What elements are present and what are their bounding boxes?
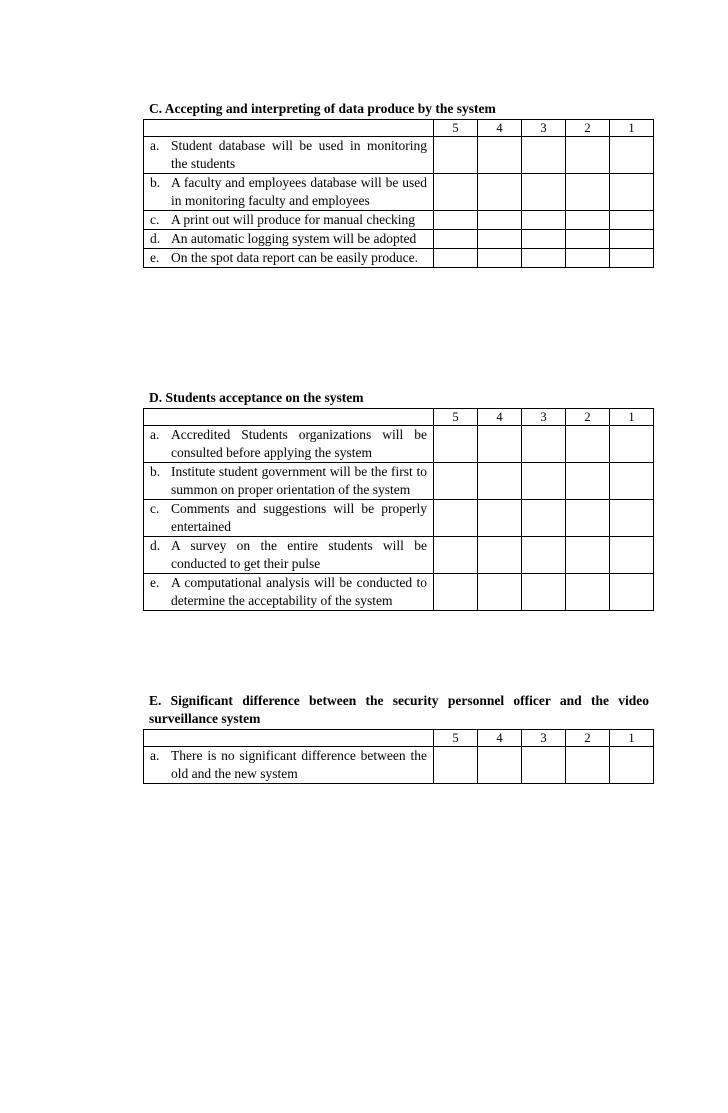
criterion-cell (144, 747, 434, 784)
item-letter: a. (150, 138, 160, 153)
rating-2-cell[interactable] (566, 426, 610, 463)
scale-header-row (144, 409, 654, 426)
rating-5-cell[interactable] (434, 174, 478, 211)
item-letter: d. (150, 231, 161, 246)
criterion-cell (144, 537, 434, 574)
rating-1-cell[interactable] (610, 574, 654, 611)
table-row (144, 747, 654, 784)
criterion-cell (144, 574, 434, 611)
rating-3-cell[interactable] (522, 747, 566, 784)
item-letter: c. (150, 501, 160, 516)
table-row (144, 137, 654, 174)
item-letter: e. (150, 250, 160, 265)
rating-1-cell[interactable] (610, 249, 654, 268)
scale-label: 5 (434, 120, 478, 137)
criterion-cell (144, 174, 434, 211)
rating-3-cell[interactable] (522, 137, 566, 174)
rating-3-cell[interactable] (522, 463, 566, 500)
rating-2-cell[interactable] (566, 463, 610, 500)
rating-table (143, 119, 654, 268)
rating-3-cell[interactable] (522, 230, 566, 249)
scale-label: 1 (610, 409, 654, 426)
table-row (144, 249, 654, 268)
section-title: E. Significant difference between the security personnel officer and the video surveillance system (149, 693, 649, 726)
item-text: Accredited Students organizations will be consulted before applying the system (171, 427, 427, 460)
rating-1-cell[interactable] (610, 426, 654, 463)
rating-4-cell[interactable] (478, 249, 522, 268)
item-letter: b. (150, 175, 161, 190)
rating-1-cell[interactable] (610, 137, 654, 174)
table-row (144, 537, 654, 574)
rating-3-cell[interactable] (522, 500, 566, 537)
scale-label: 5 (434, 730, 478, 747)
rating-2-cell[interactable] (566, 574, 610, 611)
rating-2-cell[interactable] (566, 249, 610, 268)
rating-1-cell[interactable] (610, 230, 654, 249)
item-letter: e. (150, 575, 160, 590)
section-title: C. Accepting and interpreting of data produce by the system (149, 101, 496, 116)
item-letter: a. (150, 748, 160, 763)
rating-2-cell[interactable] (566, 500, 610, 537)
scale-label: 4 (478, 730, 522, 747)
scale-label: 2 (566, 120, 610, 137)
criterion-cell (144, 463, 434, 500)
rating-5-cell[interactable] (434, 463, 478, 500)
rating-1-cell[interactable] (610, 174, 654, 211)
scale-label: 3 (522, 730, 566, 747)
rating-2-cell[interactable] (566, 537, 610, 574)
item-text: Institute student government will be the first to summon on proper orientation of the system (171, 464, 427, 497)
item-letter: d. (150, 538, 161, 553)
rating-table (143, 729, 654, 784)
rating-1-cell[interactable] (610, 747, 654, 784)
rating-5-cell[interactable] (434, 211, 478, 230)
rating-3-cell[interactable] (522, 537, 566, 574)
item-letter: c. (150, 212, 160, 227)
section-title: D. Students acceptance on the system (149, 390, 364, 405)
item-letter: a. (150, 427, 160, 442)
rating-5-cell[interactable] (434, 230, 478, 249)
scale-label: 5 (434, 409, 478, 426)
rating-2-cell[interactable] (566, 747, 610, 784)
rating-2-cell[interactable] (566, 230, 610, 249)
table-row (144, 574, 654, 611)
table-row (144, 230, 654, 249)
criterion-cell (144, 500, 434, 537)
item-text: A computational analysis will be conducted to determine the acceptability of the system (171, 575, 427, 608)
table-row (144, 174, 654, 211)
rating-4-cell[interactable] (478, 463, 522, 500)
rating-5-cell[interactable] (434, 747, 478, 784)
rating-1-cell[interactable] (610, 211, 654, 230)
table-row (144, 500, 654, 537)
rating-4-cell[interactable] (478, 174, 522, 211)
section-e (143, 692, 649, 784)
item-text: On the spot data report can be easily produce. (171, 250, 419, 265)
rating-4-cell[interactable] (478, 537, 522, 574)
item-text: Comments and suggestions will be properly entertained (171, 501, 427, 534)
scale-label: 3 (522, 120, 566, 137)
scale-label: 2 (566, 409, 610, 426)
criteria-header-cell (144, 730, 434, 747)
rating-1-cell[interactable] (610, 500, 654, 537)
scale-header-row (144, 730, 654, 747)
table-row (144, 426, 654, 463)
rating-1-cell[interactable] (610, 463, 654, 500)
item-text: There is no significant difference between the old and the new system (171, 748, 427, 781)
rating-3-cell[interactable] (522, 211, 566, 230)
rating-table (143, 408, 654, 611)
rating-4-cell[interactable] (478, 426, 522, 463)
rating-4-cell[interactable] (478, 500, 522, 537)
rating-2-cell[interactable] (566, 211, 610, 230)
section-c (143, 100, 649, 268)
criterion-cell (144, 211, 434, 230)
rating-2-cell[interactable] (566, 137, 610, 174)
scale-label: 2 (566, 730, 610, 747)
criterion-cell (144, 426, 434, 463)
scale-label: 3 (522, 409, 566, 426)
scale-label: 4 (478, 120, 522, 137)
rating-3-cell[interactable] (522, 574, 566, 611)
item-text: A survey on the entire students will be conducted to get their pulse (171, 538, 427, 571)
criteria-header-cell (144, 409, 434, 426)
item-text: Student database will be used in monitoring the students (171, 138, 427, 171)
criterion-cell (144, 249, 434, 268)
rating-3-cell[interactable] (522, 249, 566, 268)
item-text: An automatic logging system will be adopted (171, 231, 417, 246)
rating-4-cell[interactable] (478, 574, 522, 611)
criteria-header-cell (144, 120, 434, 137)
table-row (144, 463, 654, 500)
scale-header-row (144, 120, 654, 137)
rating-1-cell[interactable] (610, 537, 654, 574)
rating-5-cell[interactable] (434, 426, 478, 463)
rating-2-cell[interactable] (566, 174, 610, 211)
criterion-cell (144, 137, 434, 174)
item-letter: b. (150, 464, 161, 479)
rating-5-cell[interactable] (434, 249, 478, 268)
scale-label: 1 (610, 120, 654, 137)
scale-label: 4 (478, 409, 522, 426)
scale-label: 1 (610, 730, 654, 747)
rating-5-cell[interactable] (434, 500, 478, 537)
rating-5-cell[interactable] (434, 574, 478, 611)
item-text: A print out will produce for manual checking (171, 212, 416, 227)
rating-3-cell[interactable] (522, 174, 566, 211)
rating-4-cell[interactable] (478, 137, 522, 174)
item-text: A faculty and employees database will be used in monitoring faculty and employees (171, 175, 427, 208)
rating-4-cell[interactable] (478, 747, 522, 784)
rating-4-cell[interactable] (478, 230, 522, 249)
section-d (143, 389, 649, 611)
rating-5-cell[interactable] (434, 137, 478, 174)
rating-4-cell[interactable] (478, 211, 522, 230)
rating-5-cell[interactable] (434, 537, 478, 574)
criterion-cell (144, 230, 434, 249)
rating-3-cell[interactable] (522, 426, 566, 463)
table-row (144, 211, 654, 230)
